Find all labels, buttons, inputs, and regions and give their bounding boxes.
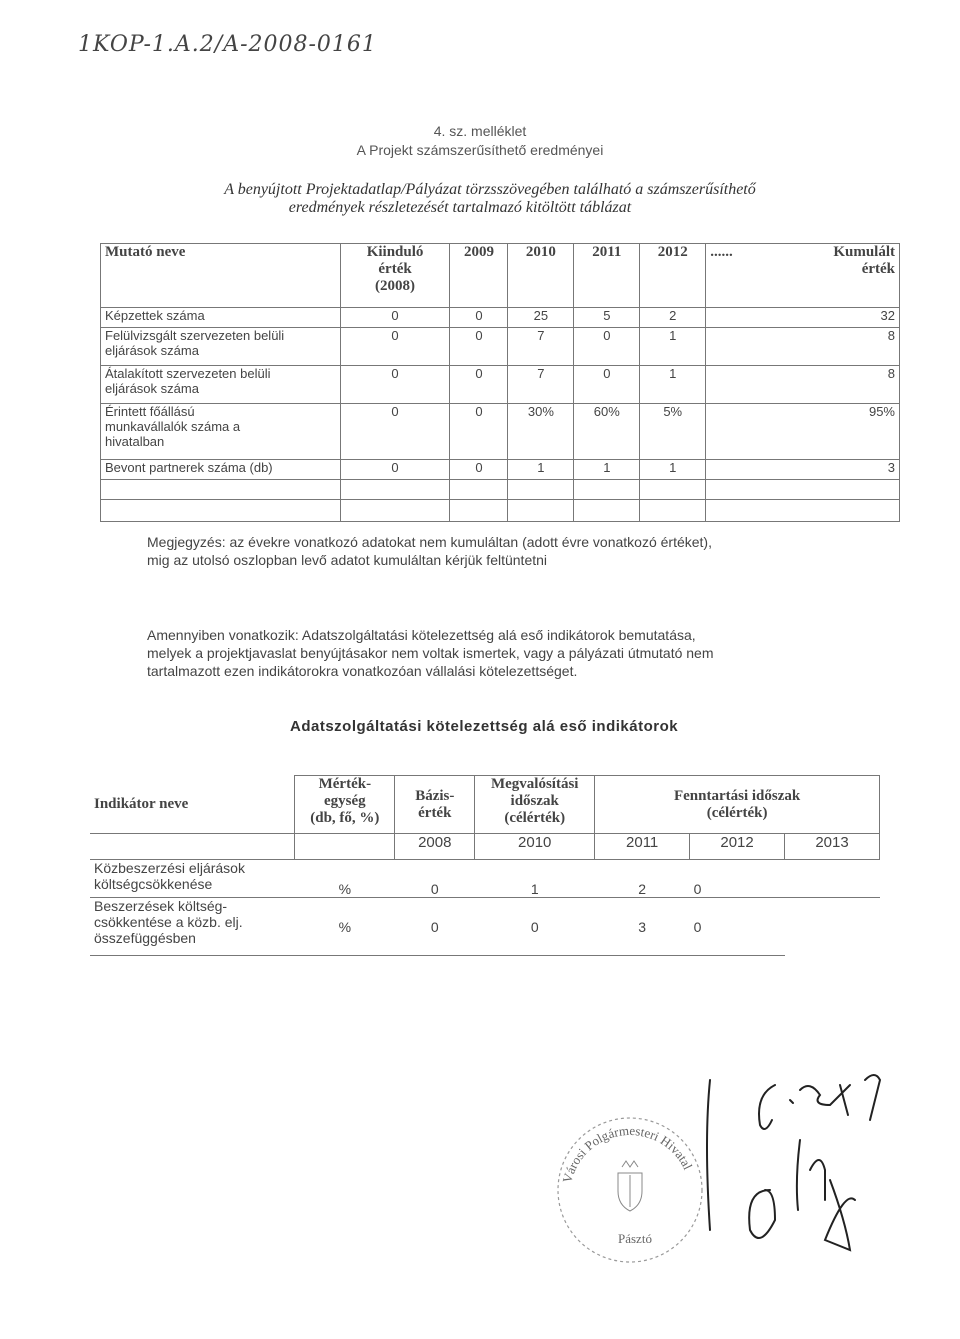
row-label-line: Közbeszerzési eljárások bbox=[94, 860, 245, 876]
empty-cell bbox=[101, 480, 341, 500]
note-remark bbox=[147, 533, 907, 569]
unit-label-3: (db, fő, %) bbox=[310, 810, 380, 826]
row-label-line: eljárások száma bbox=[105, 381, 199, 396]
year-base: 2008 bbox=[395, 834, 475, 860]
cell-2012: 0 bbox=[690, 860, 785, 898]
cell-realization: 0 bbox=[475, 898, 595, 956]
table-header-row bbox=[101, 244, 900, 308]
cell-value: 5 bbox=[574, 308, 640, 328]
cell-value: 3 bbox=[780, 460, 900, 480]
row-label bbox=[101, 404, 341, 460]
base-label-1: Bázis- bbox=[415, 787, 455, 804]
empty-cell bbox=[574, 480, 640, 500]
cell-value: 1 bbox=[574, 460, 640, 480]
cell-value: 25 bbox=[508, 308, 574, 328]
empty-cell bbox=[508, 480, 574, 500]
empty-cell bbox=[574, 500, 640, 522]
empty-row bbox=[101, 480, 900, 500]
empty-cell bbox=[780, 480, 900, 500]
cumulative-label-1: Kumulált bbox=[833, 244, 895, 260]
row-label bbox=[90, 860, 295, 898]
table-row bbox=[101, 404, 900, 460]
document-title: A Projekt számszerűsíthető eredményei bbox=[356, 142, 604, 158]
cell-2011: 2 bbox=[595, 860, 690, 898]
row-label-line: Átalakított szervezeten belüli bbox=[105, 366, 271, 381]
note-applicability-line: Amennyiben vonatkozik: Adatszolgáltatási kötelezettség alá eső indikátorok bemutatása, bbox=[147, 627, 696, 643]
cell-value: 0 bbox=[450, 328, 508, 366]
cell-value: 60% bbox=[574, 404, 640, 460]
col-header-unit bbox=[295, 776, 395, 834]
realization-label-1: Megvalósítási bbox=[490, 776, 579, 792]
cell-value: 8 bbox=[780, 328, 900, 366]
annex-label: 4. sz. melléklet bbox=[433, 123, 527, 139]
cell-value: 0 bbox=[340, 328, 450, 366]
col-header-realization bbox=[475, 776, 595, 834]
indicators-table bbox=[90, 775, 880, 956]
row-label-line: csökkentése a közb. elj. bbox=[94, 914, 243, 930]
year-realization: 2010 bbox=[475, 834, 595, 860]
row-label bbox=[90, 898, 295, 956]
col-header-2012: 2012 bbox=[640, 244, 706, 308]
empty-cell bbox=[780, 500, 900, 522]
col-header-indicator: Indikátor neve bbox=[94, 795, 189, 812]
cell-value: 0 bbox=[450, 308, 508, 328]
table-row bbox=[101, 308, 900, 328]
cell-value: 7 bbox=[508, 328, 574, 366]
year-2011: 2011 bbox=[595, 834, 690, 860]
col-header-base bbox=[340, 244, 450, 308]
cell-base: 0 bbox=[395, 860, 475, 898]
cell-unit: % bbox=[295, 898, 395, 956]
empty-cell bbox=[450, 500, 508, 522]
empty-cell bbox=[340, 500, 450, 522]
cell-base: 0 bbox=[395, 898, 475, 956]
empty-cell bbox=[640, 500, 706, 522]
cell-value: 30% bbox=[508, 404, 574, 460]
col-header-base bbox=[395, 776, 475, 834]
italic-title-line1: A benyújtott Projektadatlap/Pályázat törzsszövegében található a számszerűsíthető bbox=[224, 181, 756, 198]
stamp-text: Városi Polgármesteri Hivatal bbox=[559, 1122, 696, 1185]
empty-cell bbox=[785, 898, 880, 956]
handwritten-signature bbox=[690, 1060, 910, 1270]
cell-value: 5% bbox=[640, 404, 706, 460]
note-remark-line: Megjegyzés: az évekre vonatkozó adatokat nem kumuláltan (adott évre vonatkozó értéket), bbox=[147, 534, 712, 550]
col-header-cumulative bbox=[780, 244, 900, 308]
row-label: Képzettek száma bbox=[101, 308, 341, 328]
row-label-line: összefüggésben bbox=[94, 930, 196, 946]
italic-title-line2: eredmények részletezését tartalmazó kitöltött táblázat bbox=[288, 199, 632, 216]
row-label-line: Beszerzések költség- bbox=[94, 898, 228, 914]
empty-cell bbox=[640, 480, 706, 500]
cell-value: 0 bbox=[450, 366, 508, 404]
table-row bbox=[90, 860, 880, 898]
empty-cell bbox=[706, 500, 780, 522]
base-label-1: Kiinduló bbox=[366, 244, 424, 260]
cell-value bbox=[706, 404, 780, 460]
section-title: Adatszolgáltatási kötelezettség alá eső indikátorok bbox=[290, 718, 679, 735]
cumulative-label-2: érték bbox=[861, 261, 895, 277]
table-row bbox=[101, 366, 900, 404]
cell-value bbox=[706, 328, 780, 366]
cell-value bbox=[706, 308, 780, 328]
maintenance-label-2: (célérték) bbox=[706, 804, 768, 821]
note-applicability-line: melyek a projektjavaslat benyújtásakor nem voltak ismertek, vagy a pályázati útmutató nem bbox=[147, 645, 714, 661]
base-label-2: érték bbox=[378, 261, 412, 277]
row-label-line: hivatalban bbox=[105, 434, 165, 449]
note-applicability-line: tartalmazott ezen indikátorokra vonatkozóan vállalási kötelezettséget. bbox=[147, 663, 578, 679]
row-label-line: munkavállalók száma a bbox=[105, 419, 241, 434]
base-label-2: érték bbox=[418, 804, 452, 821]
col-header-2011: 2011 bbox=[574, 244, 640, 308]
year-2012: 2012 bbox=[690, 834, 785, 860]
empty-cell bbox=[706, 480, 780, 500]
cell-value bbox=[706, 460, 780, 480]
maintenance-label-1: Fenntartási időszak bbox=[673, 787, 801, 804]
stamp-city: Pásztó bbox=[618, 1231, 652, 1246]
empty-cell bbox=[90, 834, 295, 860]
empty-cell bbox=[101, 500, 341, 522]
handwritten-reference: 1KOP-1.A.2/A-2008-0161 bbox=[78, 32, 377, 57]
cell-value: 32 bbox=[780, 308, 900, 328]
cell-value: 0 bbox=[450, 460, 508, 480]
cell-value bbox=[706, 366, 780, 404]
cell-realization: 1 bbox=[475, 860, 595, 898]
cell-value: 0 bbox=[340, 404, 450, 460]
row-label-line: eljárások száma bbox=[105, 343, 199, 358]
col-header-dots: ...... bbox=[706, 244, 780, 308]
cell-2011: 3 bbox=[595, 898, 690, 956]
cell-value: 0 bbox=[574, 328, 640, 366]
empty-row bbox=[101, 500, 900, 522]
row-label: Bevont partnerek száma (db) bbox=[101, 460, 341, 480]
unit-label-2: egység bbox=[324, 793, 366, 809]
cell-value: 95% bbox=[780, 404, 900, 460]
row-label-line: Érintett főállású bbox=[105, 404, 195, 419]
cell-value: 0 bbox=[340, 366, 450, 404]
table-row bbox=[101, 328, 900, 366]
row-label-line: Felülvizsgált szervezeten belüli bbox=[105, 328, 285, 343]
col-header-2010: 2010 bbox=[508, 244, 574, 308]
cell-value: 1 bbox=[640, 366, 706, 404]
cell-value: 0 bbox=[574, 366, 640, 404]
base-label-3: (2008) bbox=[375, 278, 416, 294]
year-2013: 2013 bbox=[785, 834, 880, 860]
cell-2012: 0 bbox=[690, 898, 785, 956]
note-remark-line: mig az utolsó oszlopban levő adatot kumuláltan kérjük feltüntetni bbox=[147, 552, 548, 568]
row-label bbox=[101, 366, 341, 404]
empty-cell bbox=[508, 500, 574, 522]
table-row bbox=[101, 460, 900, 480]
row-label bbox=[101, 328, 341, 366]
cell-value: 1 bbox=[640, 460, 706, 480]
note-applicability bbox=[147, 626, 907, 680]
unit-label-1: Mérték- bbox=[318, 776, 372, 792]
cell-value: 0 bbox=[340, 460, 450, 480]
results-table bbox=[100, 243, 900, 522]
col-header-2009: 2009 bbox=[450, 244, 508, 308]
realization-label-3: (célérték) bbox=[504, 810, 566, 826]
cell-value: 0 bbox=[340, 308, 450, 328]
cell-value: 8 bbox=[780, 366, 900, 404]
empty-cell bbox=[450, 480, 508, 500]
cell-value: 0 bbox=[450, 404, 508, 460]
cell-value: 7 bbox=[508, 366, 574, 404]
cell-value: 1 bbox=[508, 460, 574, 480]
empty-cell bbox=[340, 480, 450, 500]
indicators-header-row bbox=[90, 776, 880, 834]
cell-value: 1 bbox=[640, 328, 706, 366]
col-header-name: Mutató neve bbox=[101, 244, 341, 308]
col-header-maintenance bbox=[595, 776, 880, 834]
indicators-year-row bbox=[90, 834, 880, 860]
empty-cell bbox=[295, 834, 395, 860]
empty-cell bbox=[785, 860, 880, 898]
coat-of-arms-icon bbox=[618, 1161, 642, 1211]
table-row bbox=[90, 898, 880, 956]
realization-label-2: időszak bbox=[510, 793, 559, 809]
row-label-line: költségcsökkenése bbox=[94, 876, 213, 892]
cell-value: 2 bbox=[640, 308, 706, 328]
cell-unit: % bbox=[295, 860, 395, 898]
